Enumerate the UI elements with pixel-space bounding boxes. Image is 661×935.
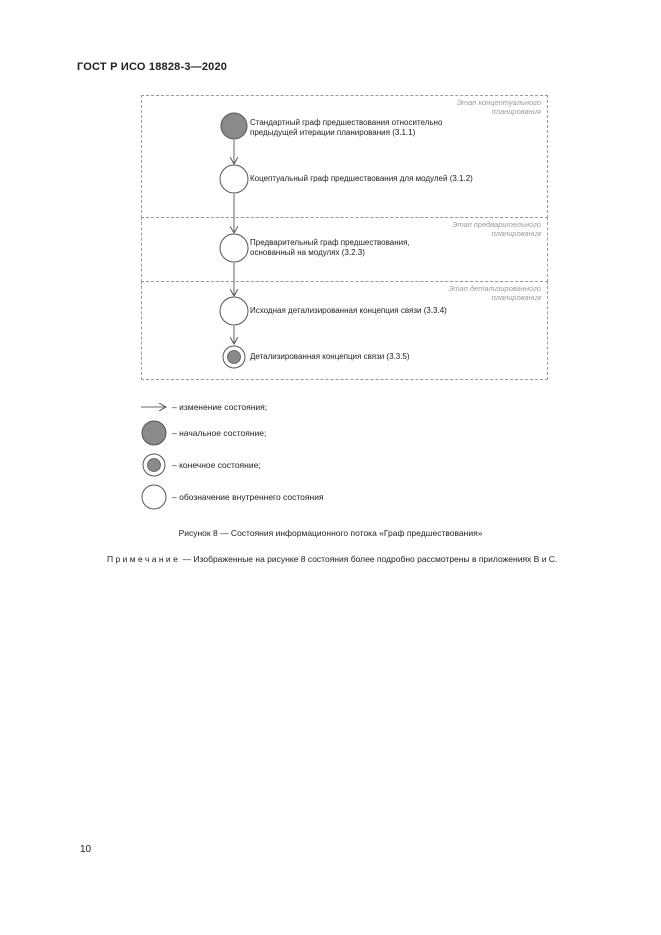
note-text: — Изображенные на рисунке 8 состояния более подробно рассмотрены в приложениях В и С. [182, 554, 558, 564]
state-node-final [223, 346, 245, 368]
legend-transition-text: – изменение состояния; [172, 402, 268, 412]
legend-final-text: – конечное состояние; [172, 460, 261, 470]
state-node-initial [221, 113, 247, 139]
node-label-preliminary [250, 238, 410, 258]
state-node-conceptual [220, 165, 248, 193]
legend-initial-text: – начальное состояние; [172, 428, 267, 438]
page-number: 10 [80, 844, 92, 855]
node-label-initial [250, 118, 442, 138]
note [107, 554, 557, 564]
legend-initial-icon [142, 421, 166, 445]
state-node-detailed-initial [220, 297, 248, 325]
stage-label-preliminary: Этап предварительного планирования [452, 220, 541, 238]
figure-caption: Рисунок 8 — Состояния информационного потока «Граф предшествования» [178, 528, 483, 538]
note-label: Примечание [107, 554, 181, 564]
node-label-conceptual: Коцептуальный граф предшествования для модулей (3.1.2) [250, 174, 473, 183]
node-label-initial-line1: Стандартный граф предшествования относительно [250, 118, 443, 127]
document-header: ГОСТ Р ИСО 18828-3—2020 [77, 61, 228, 73]
node-label-preliminary-line2: основанный на модулях (3.2.3) [250, 248, 365, 257]
stage-label-conceptual: Этап концептуального планирования [456, 98, 541, 116]
node-label-detailed-initial: Исходная детализированная концепция связи (3.3.4) [250, 306, 447, 315]
node-label-initial-line2: предыдущей итерации планирования (3.1.1) [250, 128, 416, 137]
legend-internal-icon [142, 485, 166, 509]
state-node-preliminary [220, 234, 248, 262]
node-label-final: Детализированная концепция связи (3.3.5) [250, 352, 410, 361]
legend-internal-text: – обозначение внутреннего состояния [172, 492, 324, 502]
stage-label-detailed: Этап детализированного планирования [448, 284, 541, 302]
legend-final-icon-inner [148, 459, 161, 472]
node-label-preliminary-line1: Предварительный граф предшествования, [250, 238, 410, 247]
